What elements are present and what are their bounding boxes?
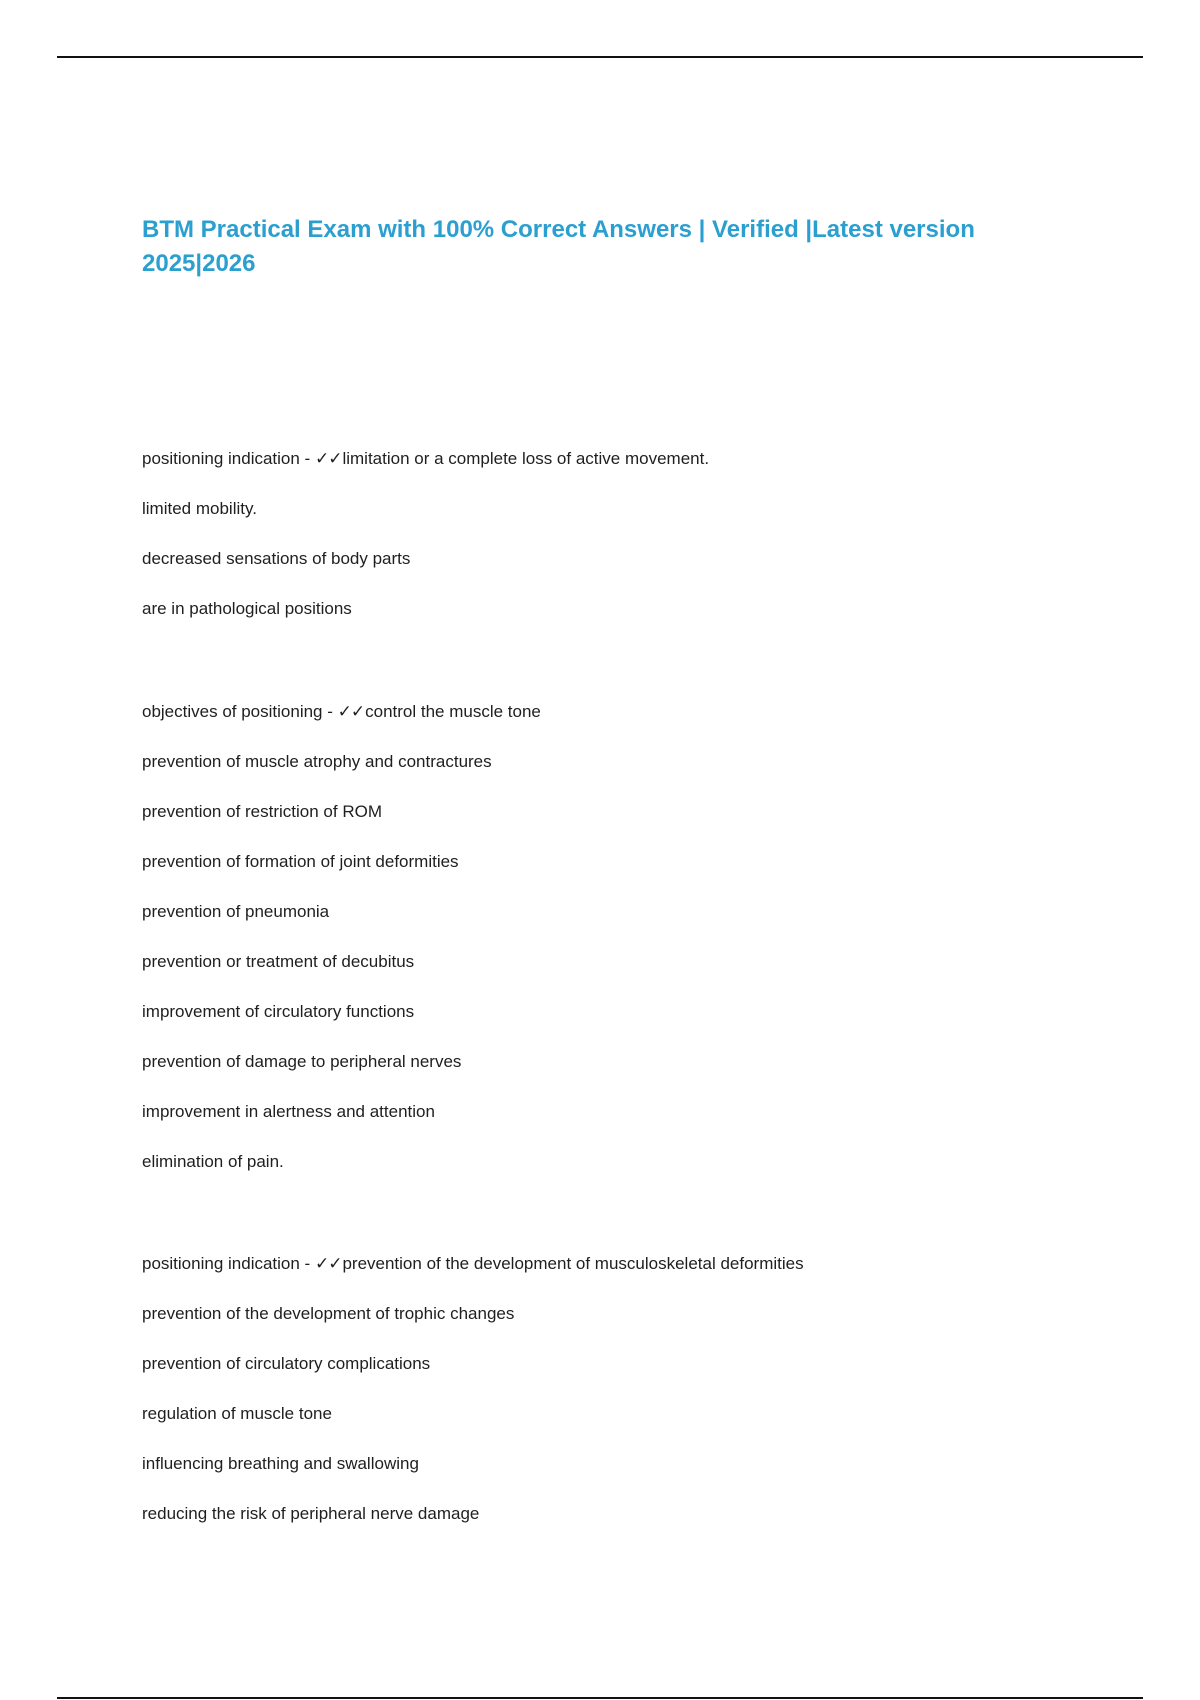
answer-line: elimination of pain.	[142, 1152, 284, 1171]
answer-line: limited mobility.	[142, 499, 257, 518]
qa-question-row	[142, 700, 1142, 750]
qa-block-positioning-indication-1	[142, 447, 1142, 647]
question-term: objectives of positioning -	[142, 702, 338, 721]
answer-line: improvement of circulatory functions	[142, 1002, 415, 1021]
answer-text: control the muscle tone	[365, 702, 541, 721]
answer-line: improvement in alertness and attention	[142, 1102, 435, 1121]
question-term: positioning indication -	[142, 1254, 315, 1273]
qa-question-row	[142, 447, 1142, 497]
footer-rule	[57, 1697, 1143, 1699]
answer-line: reducing the risk of peripheral nerve damage	[142, 1504, 480, 1523]
header-rule	[57, 56, 1143, 58]
qa-block-positioning-indication-2	[142, 1252, 1142, 1552]
question-term: positioning indication -	[142, 449, 315, 468]
qa-question-row	[142, 1252, 1142, 1302]
document-title	[142, 213, 1022, 281]
answer-line: decreased sensations of body parts	[142, 549, 411, 568]
double-check-icon: ✓✓	[314, 449, 342, 468]
answer-line: are in pathological positions	[142, 599, 352, 618]
title-line-2: 2025|2026	[142, 250, 256, 277]
answer-line: prevention of formation of joint deformities	[142, 852, 459, 871]
answer-line: prevention of pneumonia	[142, 902, 330, 921]
answer-line: influencing breathing and swallowing	[142, 1454, 419, 1473]
answer-line: prevention of the development of trophic changes	[142, 1304, 515, 1323]
answer-line: prevention of damage to peripheral nerves	[142, 1052, 462, 1071]
double-check-icon: ✓✓	[337, 702, 365, 721]
double-check-icon: ✓✓	[314, 1254, 342, 1273]
answer-line: regulation of muscle tone	[142, 1404, 332, 1423]
answer-line: prevention or treatment of decubitus	[142, 952, 415, 971]
answer-text: prevention of the development of musculoskeletal deformities	[342, 1254, 804, 1273]
answer-line: prevention of restriction of ROM	[142, 802, 382, 821]
answer-line: prevention of muscle atrophy and contractures	[142, 752, 492, 771]
qa-block-objectives-of-positioning	[142, 700, 1142, 1200]
answer-text: limitation or a complete loss of active movement.	[342, 449, 710, 468]
title-line-1: BTM Practical Exam with 100% Correct Answers | Verified |Latest version	[142, 216, 975, 243]
answer-line: prevention of circulatory complications	[142, 1354, 431, 1373]
